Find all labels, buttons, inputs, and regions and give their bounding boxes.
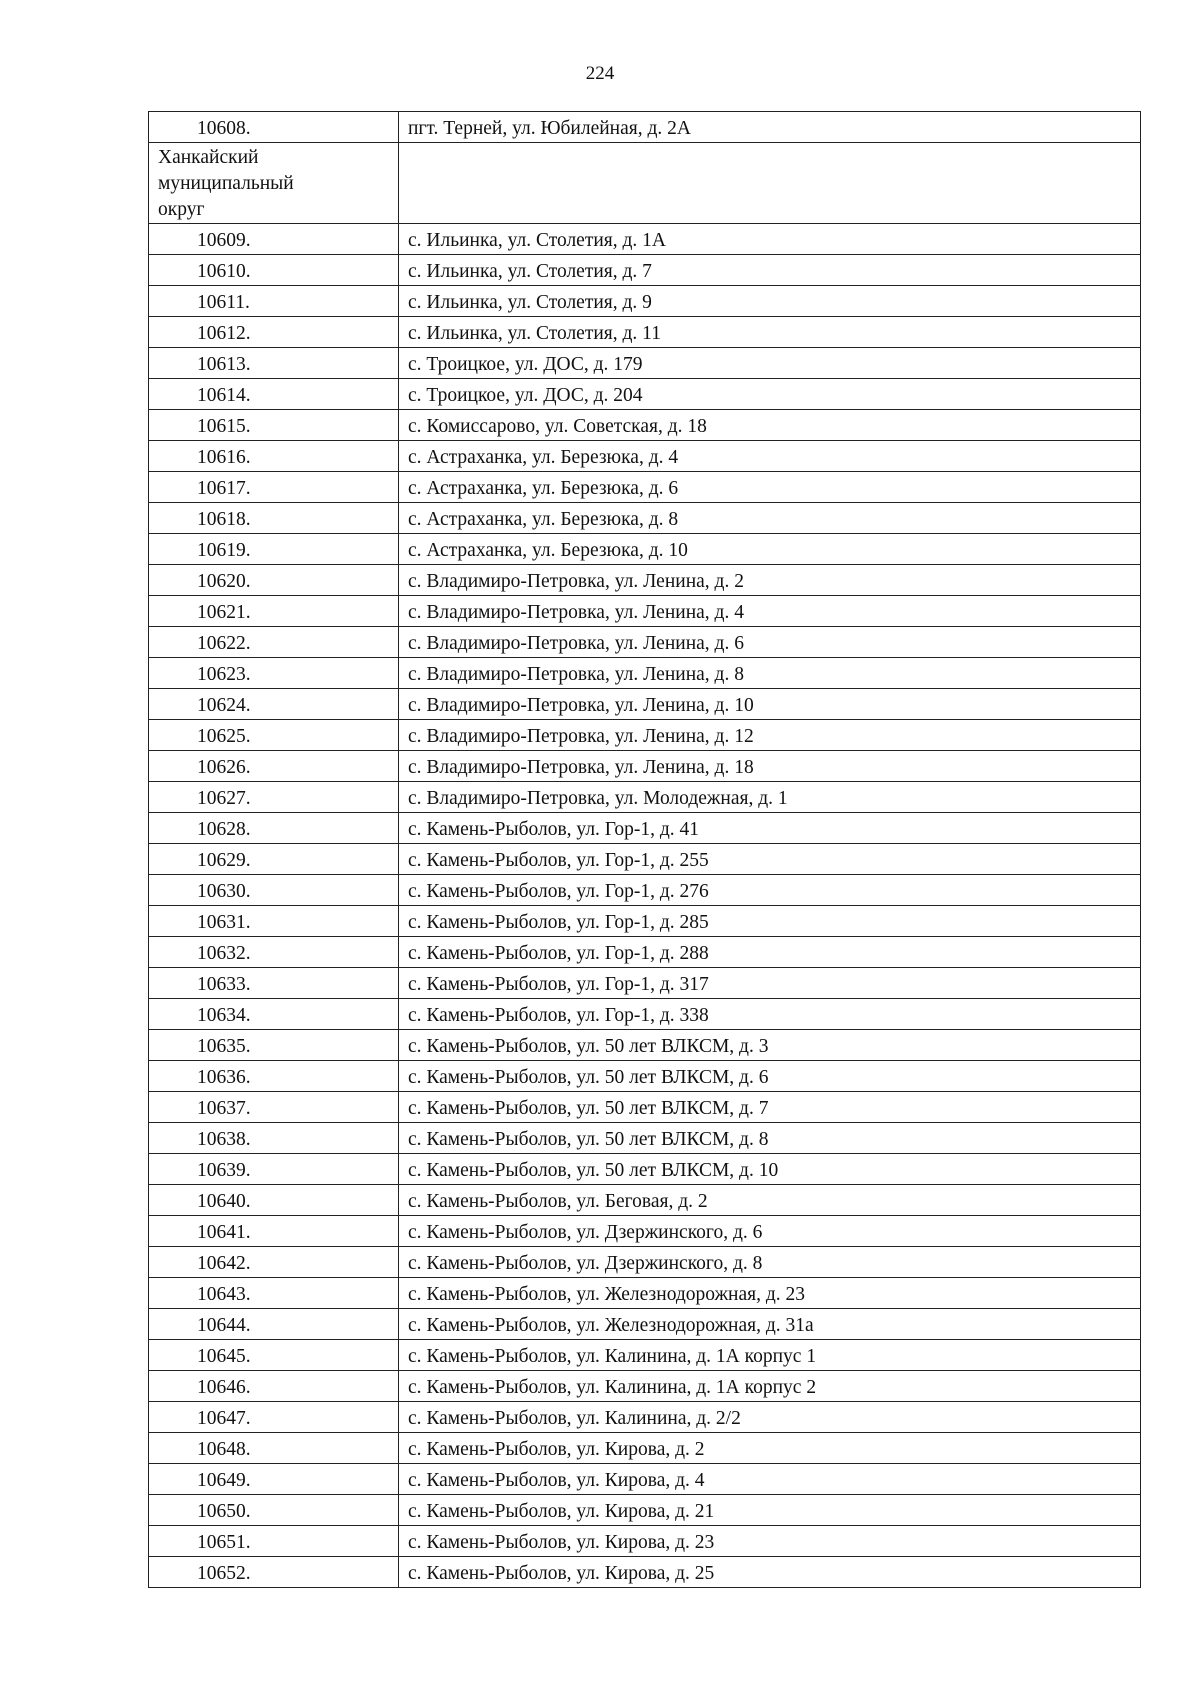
row-number: 10631. [149,906,399,937]
row-address: с. Камень-Рыболов, ул. Калинина, д. 2/2 [399,1402,1141,1433]
row-number: 10640. [149,1185,399,1216]
row-address: с. Камень-Рыболов, ул. Гор-1, д. 276 [399,875,1141,906]
table-row [149,534,1141,565]
page-number: 224 [585,63,615,84]
row-address: с. Камень-Рыболов, ул. Кирова, д. 23 [399,1526,1141,1557]
row-address: с. Камень-Рыболов, ул. Гор-1, д. 338 [399,999,1141,1030]
table-row [149,1464,1141,1495]
table-row [149,472,1141,503]
table-row [149,1247,1141,1278]
row-number: 10632. [149,937,399,968]
table-row [149,1061,1141,1092]
row-number: 10617. [149,472,399,503]
row-address: с. Астраханка, ул. Березюка, д. 6 [399,472,1141,503]
row-address: с. Камень-Рыболов, ул. Гор-1, д. 41 [399,813,1141,844]
table-row [149,1340,1141,1371]
row-number: 10627. [149,782,399,813]
row-number: 10616. [149,441,399,472]
table-row [149,1557,1141,1588]
table-row [149,565,1141,596]
row-address: с. Ильинка, ул. Столетия, д. 7 [399,255,1141,286]
row-number: 10624. [149,689,399,720]
table-row [149,658,1141,689]
table-row [149,1154,1141,1185]
table-row [149,689,1141,720]
row-address: с. Астраханка, ул. Березюка, д. 4 [399,441,1141,472]
row-address: с. Камень-Рыболов, ул. Калинина, д. 1А корпус 1 [399,1340,1141,1371]
row-address: с. Камень-Рыболов, ул. 50 лет ВЛКСМ, д. 3 [399,1030,1141,1061]
row-number: 10609. [149,224,399,255]
table-row [149,1495,1141,1526]
row-number: 10612. [149,317,399,348]
row-address: с. Камень-Рыболов, ул. Гор-1, д. 255 [399,844,1141,875]
row-address: с. Камень-Рыболов, ул. Беговая, д. 2 [399,1185,1141,1216]
row-address: с. Камень-Рыболов, ул. Кирова, д. 25 [399,1557,1141,1588]
row-address: с. Камень-Рыболов, ул. 50 лет ВЛКСМ, д. 8 [399,1123,1141,1154]
address-table [148,111,1141,1588]
row-number: 10642. [149,1247,399,1278]
table-row [149,112,1141,143]
table-row [149,1216,1141,1247]
row-number: 10629. [149,844,399,875]
table-row [149,999,1141,1030]
row-address: с. Владимиро-Петровка, ул. Ленина, д. 8 [399,658,1141,689]
row-number: 10608. [149,112,399,143]
row-number: 10650. [149,1495,399,1526]
row-number: 10618. [149,503,399,534]
row-number: 10643. [149,1278,399,1309]
table-row [149,937,1141,968]
row-address: с. Владимиро-Петровка, ул. Ленина, д. 10 [399,689,1141,720]
table-row [149,844,1141,875]
row-address: с. Ильинка, ул. Столетия, д. 11 [399,317,1141,348]
table-row [149,1433,1141,1464]
row-number: 10645. [149,1340,399,1371]
row-address: с. Комиссарово, ул. Советская, д. 18 [399,410,1141,441]
table-row [149,1092,1141,1123]
row-number: 10615. [149,410,399,441]
row-address: с. Камень-Рыболов, ул. Дзержинского, д. 8 [399,1247,1141,1278]
table-row [149,1371,1141,1402]
row-number: 10610. [149,255,399,286]
row-address: с. Астраханка, ул. Березюка, д. 10 [399,534,1141,565]
row-address: с. Камень-Рыболов, ул. Гор-1, д. 317 [399,968,1141,999]
row-address: с. Владимиро-Петровка, ул. Ленина, д. 18 [399,751,1141,782]
row-number: 10648. [149,1433,399,1464]
row-address: с. Владимиро-Петровка, ул. Ленина, д. 2 [399,565,1141,596]
row-number: 10623. [149,658,399,689]
row-address: с. Камень-Рыболов, ул. Кирова, д. 4 [399,1464,1141,1495]
district-name-cell [149,143,399,224]
table-row [149,782,1141,813]
district-row [149,143,1141,224]
table-row [149,317,1141,348]
row-number: 10620. [149,565,399,596]
table-row [149,348,1141,379]
row-address: с. Троицкое, ул. ДОС, д. 204 [399,379,1141,410]
row-address: с. Камень-Рыболов, ул. 50 лет ВЛКСМ, д. 7 [399,1092,1141,1123]
row-number: 10647. [149,1402,399,1433]
row-number: 10652. [149,1557,399,1588]
row-number: 10625. [149,720,399,751]
district-empty-cell [399,143,1141,224]
row-number: 10619. [149,534,399,565]
row-number: 10634. [149,999,399,1030]
row-address: с. Ильинка, ул. Столетия, д. 9 [399,286,1141,317]
table-row [149,1123,1141,1154]
table-row [149,1185,1141,1216]
row-number: 10644. [149,1309,399,1340]
table-row [149,441,1141,472]
row-address: с. Камень-Рыболов, ул. Кирова, д. 21 [399,1495,1141,1526]
row-address: с. Владимиро-Петровка, ул. Ленина, д. 4 [399,596,1141,627]
table-row [149,503,1141,534]
row-number: 10613. [149,348,399,379]
row-address: с. Астраханка, ул. Березюка, д. 8 [399,503,1141,534]
row-number: 10626. [149,751,399,782]
row-address: с. Владимиро-Петровка, ул. Ленина, д. 6 [399,627,1141,658]
row-address: с. Троицкое, ул. ДОС, д. 179 [399,348,1141,379]
row-address: с. Камень-Рыболов, ул. Калинина, д. 1А корпус 2 [399,1371,1141,1402]
table-row [149,968,1141,999]
table-row [149,813,1141,844]
row-number: 10651. [149,1526,399,1557]
table-row [149,410,1141,441]
row-number: 10633. [149,968,399,999]
table-row [149,224,1141,255]
table-row [149,1309,1141,1340]
table-row [149,875,1141,906]
row-address: с. Камень-Рыболов, ул. Железнодорожная, д. 23 [399,1278,1141,1309]
row-number: 10649. [149,1464,399,1495]
row-address: с. Камень-Рыболов, ул. 50 лет ВЛКСМ, д. 10 [399,1154,1141,1185]
row-number: 10639. [149,1154,399,1185]
row-number: 10614. [149,379,399,410]
row-number: 10637. [149,1092,399,1123]
row-number: 10638. [149,1123,399,1154]
table-row [149,1526,1141,1557]
address-table-body [149,112,1141,1588]
table-row [149,379,1141,410]
row-address: с. Камень-Рыболов, ул. Кирова, д. 2 [399,1433,1141,1464]
table-row [149,255,1141,286]
row-address: с. Камень-Рыболов, ул. Дзержинского, д. 6 [399,1216,1141,1247]
row-number: 10635. [149,1030,399,1061]
table-row [149,906,1141,937]
row-number: 10641. [149,1216,399,1247]
row-number: 10630. [149,875,399,906]
table-row [149,1278,1141,1309]
row-number: 10611. [149,286,399,317]
table-row [149,720,1141,751]
row-number: 10636. [149,1061,399,1092]
row-address: пгт. Терней, ул. Юбилейная, д. 2А [399,112,1141,143]
row-number: 10628. [149,813,399,844]
row-address: с. Камень-Рыболов, ул. Гор-1, д. 288 [399,937,1141,968]
table-row [149,596,1141,627]
row-address: с. Ильинка, ул. Столетия, д. 1А [399,224,1141,255]
district-name-line: Ханкайский [158,147,259,168]
district-name-line: округ [158,199,205,220]
table-row [149,1030,1141,1061]
row-number: 10621. [149,596,399,627]
row-address: с. Владимиро-Петровка, ул. Молодежная, д. 1 [399,782,1141,813]
row-address: с. Владимиро-Петровка, ул. Ленина, д. 12 [399,720,1141,751]
row-address: с. Камень-Рыболов, ул. Гор-1, д. 285 [399,906,1141,937]
row-address: с. Камень-Рыболов, ул. 50 лет ВЛКСМ, д. 6 [399,1061,1141,1092]
table-row [149,751,1141,782]
district-name-line: муниципальный [158,173,294,194]
table-row [149,627,1141,658]
table-row [149,1402,1141,1433]
row-address: с. Камень-Рыболов, ул. Железнодорожная, д. 31а [399,1309,1141,1340]
row-number: 10622. [149,627,399,658]
table-row [149,286,1141,317]
row-number: 10646. [149,1371,399,1402]
